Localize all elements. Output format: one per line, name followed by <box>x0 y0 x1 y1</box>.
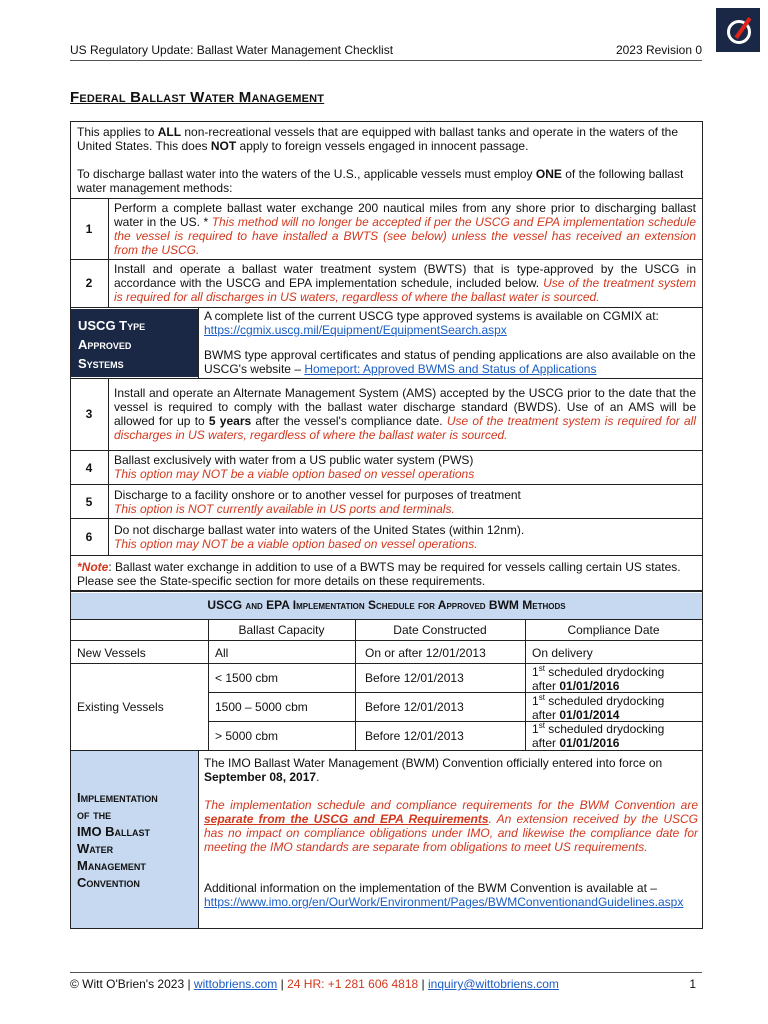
row-divider <box>70 198 703 199</box>
note-text: *Note: Ballast water exchange in addition to use of a BWTS may be required for vessels calling certain US states. Please see the State-specific section for more details on these requirements. <box>77 560 681 588</box>
imo-paragraph-2: The implementation schedule and compliance requirements for the BWM Convention are separate from the USCG and EPA Requirements. An extension received by the USCG has no impact on compliance obligations under IMO, and likewise the compliance date for meeting the IMO standards are separate from obligations to meet US requirements. <box>204 798 698 854</box>
row-divider <box>70 619 703 620</box>
table-cell: 1500 – 5000 cbm <box>215 700 308 714</box>
uscg-list-info: A complete list of the current USCG type approved systems is available on CGMIX at: https://cgmix.uscg.mil/Equipment/EquipmentSearch.aspx <box>204 309 659 337</box>
row-divider <box>70 484 703 485</box>
uscg-certificates-info: BWMS type approval certificates and status of pending applications are also available on the USCG's website – Homeport: Approved BWMS and Status of Applications <box>204 348 696 376</box>
row-divider <box>70 555 703 556</box>
method-6-text: Do not discharge ballast water into waters of the United States (within 12nm). This option may NOT be a viable option based on vessel operations. <box>114 523 525 551</box>
row-divider <box>70 663 703 664</box>
method-number: 3 <box>85 407 93 421</box>
imo-heading: Implementation of the IMO Ballast Water Management Convention <box>77 790 158 890</box>
row-divider <box>70 307 703 308</box>
header-rule <box>70 60 702 61</box>
cgmix-link[interactable]: https://cgmix.uscg.mil/Equipment/EquipmentSearch.aspx <box>204 323 507 337</box>
document-title: US Regulatory Update: Ballast Water Management Checklist <box>70 43 394 57</box>
table-cell: 1st scheduled drydocking after 01/01/2016 <box>532 721 665 750</box>
table-cell: < 1500 cbm <box>215 671 279 685</box>
method-number: 5 <box>85 495 93 509</box>
table-cell: 1st scheduled drydocking after 01/01/2014 <box>532 693 665 722</box>
method-3-text: Install and operate an Alternate Management System (AMS) accepted by the USCG prior to the date that the vessel is required to comply with the ballast water discharge standard (BWDS). Use of an AMS will be allowed for up to 5 years after the vessel's compliance date. Use of the treatment system is required for all discharges in US waters, regardless of where the ballast water is sourced. <box>114 386 697 442</box>
column-divider <box>355 619 356 751</box>
table-cell: > 5000 cbm <box>215 729 279 743</box>
method-5-text: Discharge to a facility onshore or to another vessel for purposes of treatment This option is NOT currently available in US ports and terminals. <box>114 488 521 516</box>
page-number: 1 <box>689 977 696 991</box>
row-divider <box>70 259 703 260</box>
footer-rule <box>70 972 702 973</box>
email-link[interactable]: inquiry@wittobriens.com <box>428 977 559 991</box>
table-cell: On or after 12/01/2013 <box>365 646 486 660</box>
row-divider <box>70 640 703 641</box>
table-cell: Before 12/01/2013 <box>365 729 464 743</box>
intro-paragraph-1: This applies to ALL non-recreational vessels that are equipped with ballast tanks and operate in the waters of the United States. This does NOT apply to foreign vessels engaged in innocent passage. <box>77 125 679 153</box>
column-header: Date Constructed <box>393 623 487 637</box>
table-cell: On delivery <box>532 646 593 660</box>
website-link[interactable]: wittobriens.com <box>193 977 278 991</box>
method-number: 1 <box>85 222 93 236</box>
column-divider <box>108 378 109 555</box>
schedule-title: USCG and EPA Implementation Schedule for Approved BWM Methods <box>207 598 566 612</box>
method-2-text: Install and operate a ballast water treatment system (BWTS) that is type-approved by the USCG in accordance with the USCG and EPA implementation schedule, included below. Use of the treatment system is required for all discharges in US waters, regardless of where the ballast water is sourced. <box>114 262 696 304</box>
column-header: Compliance Date <box>567 623 660 637</box>
method-number: 2 <box>85 276 93 290</box>
row-label-new-vessels: New Vessels <box>77 646 146 660</box>
revision-label: 2023 Revision 0 <box>615 43 702 57</box>
row-label-existing-vessels: Existing Vessels <box>77 700 164 714</box>
company-logo <box>716 8 760 52</box>
imo-link[interactable]: https://www.imo.org/en/OurWork/Environment/Pages/BWMConventionandGuidelines.aspx <box>204 895 684 909</box>
hotline: 24 HR: +1 281 606 4818 <box>287 977 419 991</box>
footer-text: © Witt O'Brien's 2023 | wittobriens.com | 24 HR: +1 281 606 4818 | inquiry@wittobriens.com <box>70 977 559 991</box>
column-divider <box>198 750 199 929</box>
method-4-text: Ballast exclusively with water from a US public water system (PWS) This option may NOT be a viable option based on vessel operations <box>114 453 475 481</box>
method-number: 4 <box>85 461 93 475</box>
page-title: Federal Ballast Water Management <box>70 89 325 106</box>
intro-paragraph-2: To discharge ballast water into the waters of the U.S., applicable vessels must employ ONE of the following ballast water management methods: <box>77 167 684 195</box>
uscg-heading: USCG Type Approved Systems <box>78 318 146 371</box>
column-divider <box>525 619 526 751</box>
table-cell: Before 12/01/2013 <box>365 671 464 685</box>
column-header: Ballast Capacity <box>238 623 325 637</box>
column-divider <box>108 198 109 308</box>
table-cell: 1st scheduled drydocking after 01/01/2016 <box>532 664 665 693</box>
table-cell: All <box>215 646 229 660</box>
row-divider <box>70 518 703 519</box>
table-cell: Before 12/01/2013 <box>365 700 464 714</box>
method-1-text: Perform a complete ballast water exchange 200 nautical miles from any shore prior to discharging ballast water in the US. * This method will no longer be accepted if per the USCG and EPA implementation schedule the vessel is required to have installed a BWTS (see below) unless the vessel has received an extension from the USCG. <box>114 201 696 257</box>
row-divider <box>70 378 703 379</box>
row-divider <box>70 450 703 451</box>
method-number: 6 <box>85 530 93 544</box>
imo-paragraph-1: The IMO Ballast Water Management (BWM) Convention officially entered into force on September 08, 2017. <box>204 756 663 784</box>
column-divider <box>208 619 209 751</box>
imo-paragraph-3: Additional information on the implementation of the BWM Convention is available at – https://www.imo.org/en/OurWork/Environment/Pages/BWMConventionandGuidelines.aspx <box>204 881 684 909</box>
homeport-link[interactable]: Homeport: Approved BWMS and Status of Applications <box>304 362 597 376</box>
column-divider <box>198 307 199 378</box>
